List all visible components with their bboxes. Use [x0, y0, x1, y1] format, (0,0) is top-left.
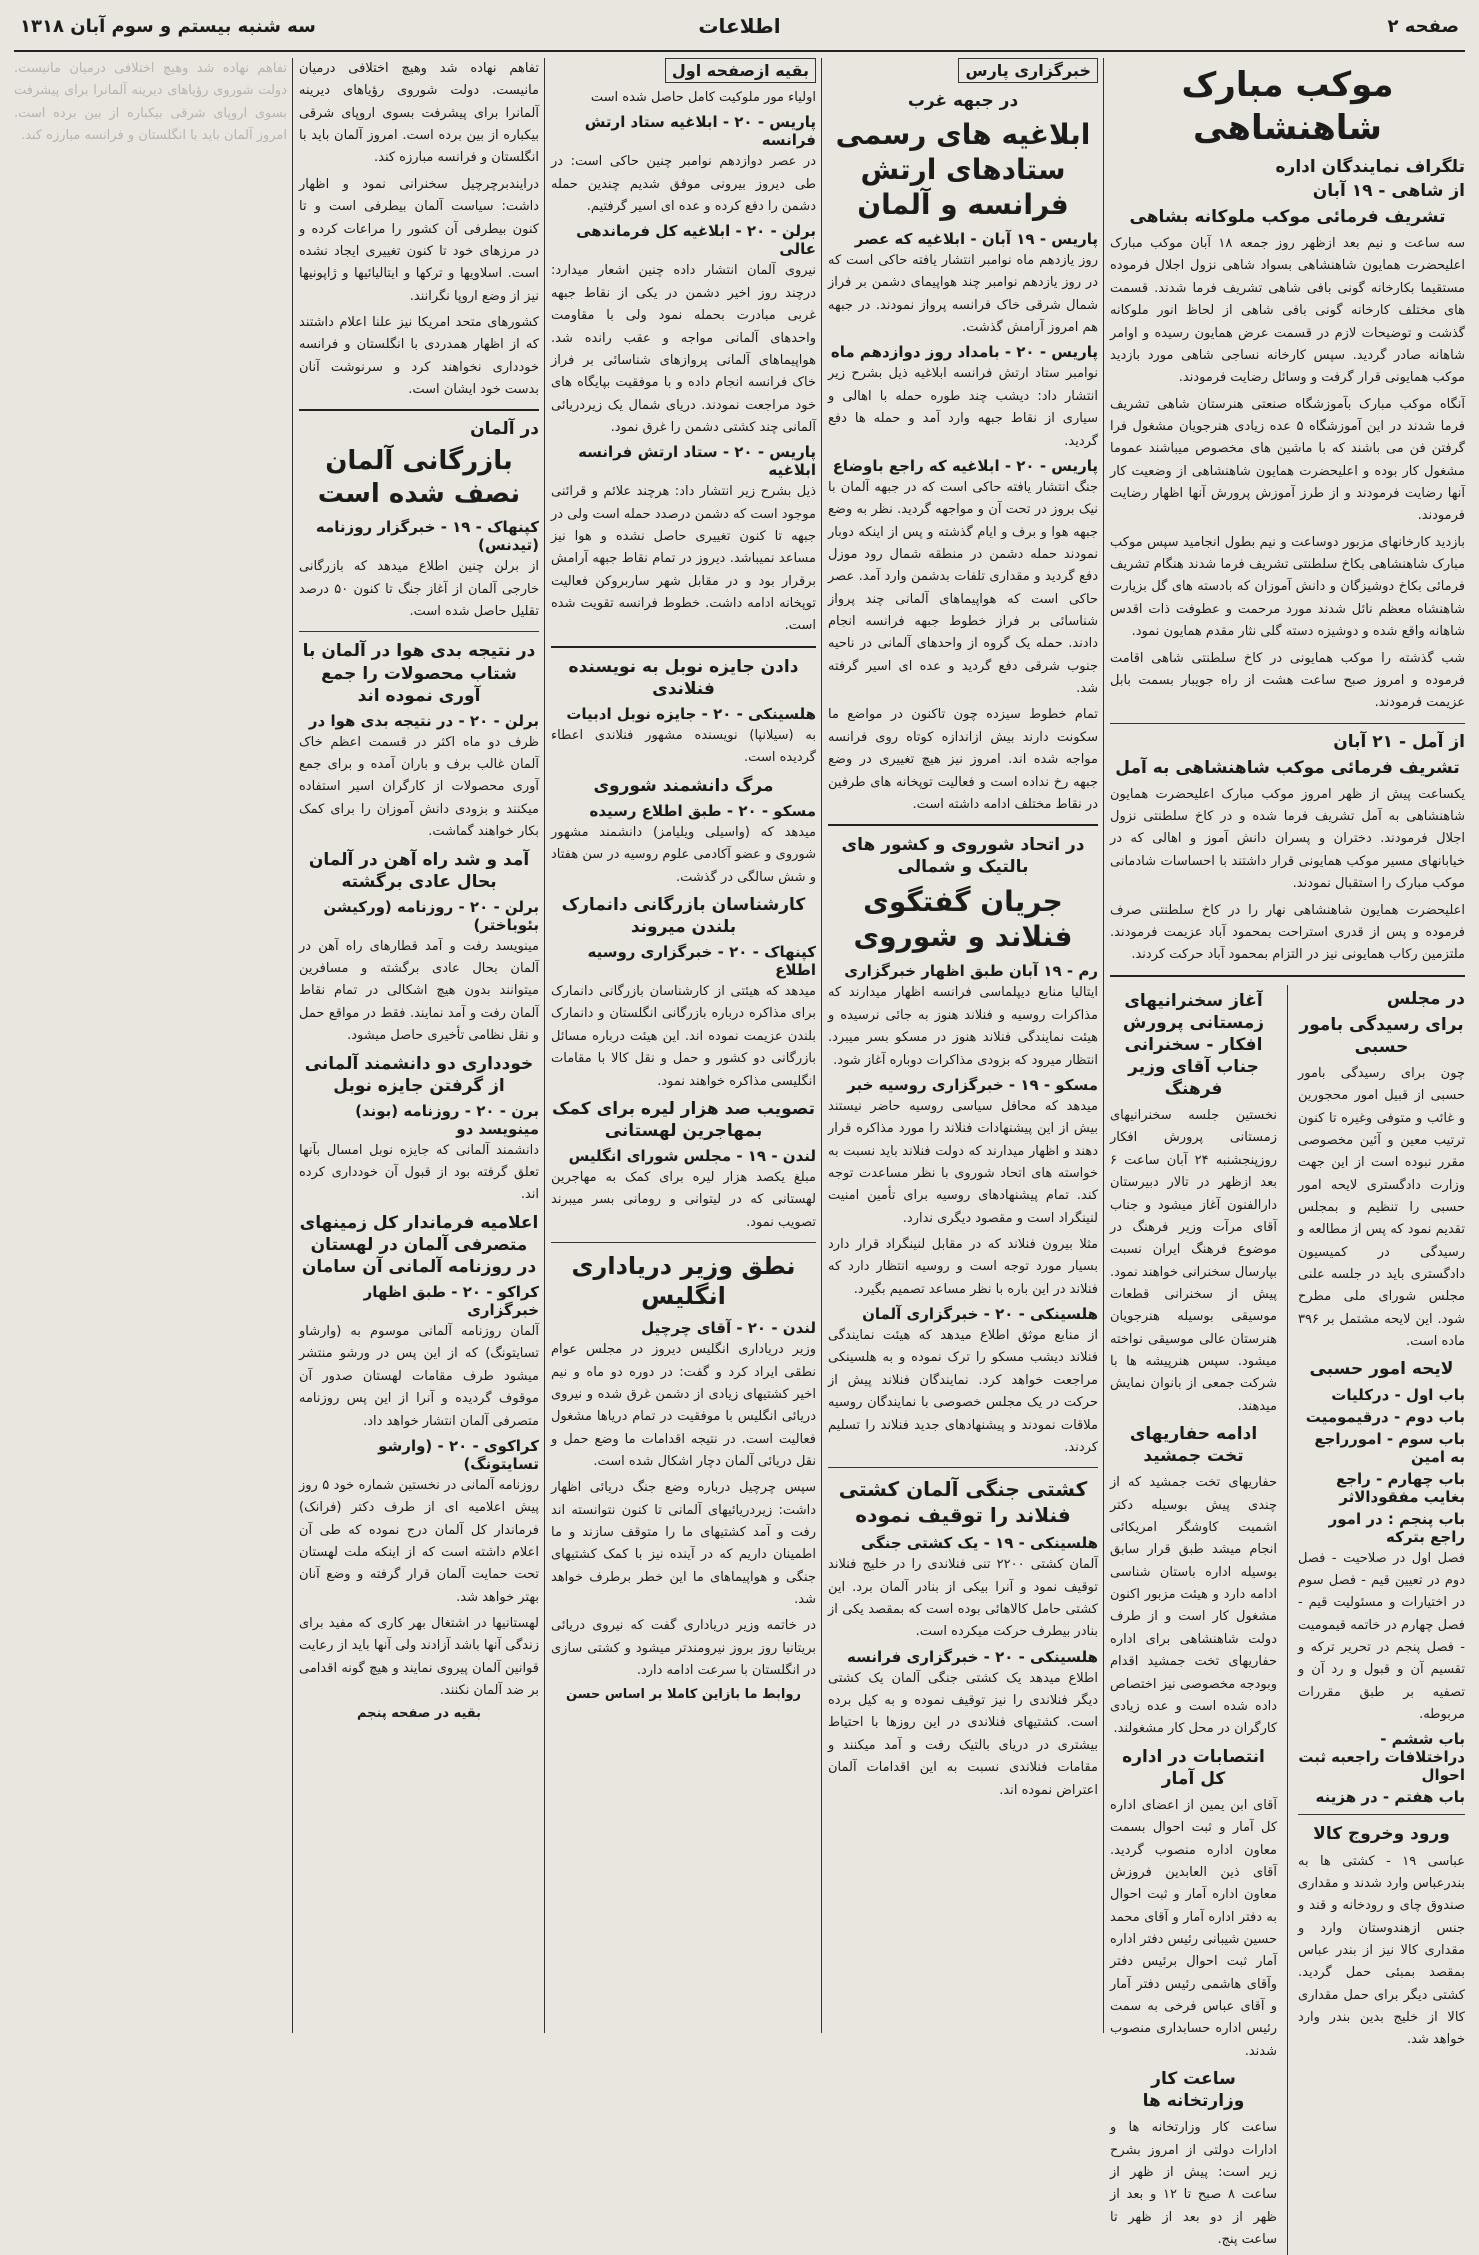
article-paragraph: نخستین جلسه سخنرانیهای زمستانی پرورش افکار روزپنجشنبه ۲۴ آبان ساعت ۶ بعد ازظهر در تالار دبیرستان دارالفنون آغاز میشود و جناب آقای مرآت وزیر فرهنگ در موضوع فرهنگ ایران نسبت بپارسال سخنرانی خواهند نمود. پیش از سخنرانی قطعات موسیقی بوسیله هنرجویان هنرستان عالی موسیقی نواخته میشود. سپس هنرپیشه ها با شرکت جمعی از بانوان نمایش میدهند. [1110, 1108, 1278, 1414]
headline-nobel-finnish: دادن جایزه نوبل به نویسنده فنلاندی [568, 656, 799, 699]
article-paragraph: تمام خطوط سیزده چون تاکنون در مواضع ما سکونت دارند بیش ازاندازه کوتاه روی فرانسه مواجه شده اند. امروز نیز هیچ تغییری در وضع جبهه رخ نداده است و فعالیت توپخانه های طرفین در نقاط مختلف ادامه داشته است. [828, 707, 1098, 812]
article-paragraph: ساعت کار وزارتخانه ها و ادارات دولتی از امروز بشرح زیر است: پیش از ظهر از ساعت ۸ صبح تا ۱۲ و بعد از ظهر از دو بعد از ظهر تا ساعت پنج. [1110, 2120, 1278, 2248]
bill-chapter: باب چهارم - راجع بغایب مفقودالاثر [1335, 1469, 1465, 1506]
agency-label: خبرگزاری پارس [958, 58, 1098, 83]
bill-chapter: باب ششم - دراختلافات راجعبه ثبت احوال [1298, 1730, 1465, 1785]
article-paragraph: روز یازدهم ماه نوامبر انتشار یافته حاکی است که در روز یازدهم نوامبر چند هواپیمای دشمن بر فراز شمال شرقی خاک فرانسه پرواز نمودند. در جبهه هم امروز آرامش گذشت. [828, 253, 1098, 336]
article-paragraph: یکساعت پیش از ظهر امروز موکب مبارک اعلیحضرت همایون شاهنشاهی به آمل تشریف فرما شده و در کاخ سلطنتی نزول اجلال فرمودند. دختران و پسران دانش آموز و اهالی که در خیابانهای مسیر موکب همایونی قرار داشتند با احساسات شادمانی موکب مبارک را استقبال نمودند. [1110, 786, 1465, 892]
dateline: برلن - ۲۰ - روزنامه (ورکیشن بئوباختر) [323, 897, 539, 934]
newspaper-name: اطلاعات [698, 14, 781, 38]
section-label-parliament: در مجلس [1386, 988, 1465, 1009]
article-paragraph: سپس چرچیل درباره وضع جنگ دریائی اظهار داشت: زیردریائیهای آلمانی تا کنون نتوانسته اند رفت و آمد کشتیهای ما را متوقف سازند و ما اطمینان داریم که در آینده نیز با کمک کشتیهای جنگی و هواپیماهای ما این خطر برطرف خواهد شد. [551, 1480, 816, 1608]
headline-ship-seized: کشتی جنگی آلمان کشتی فنلاند را توقیف نموده [838, 1477, 1088, 1528]
article-paragraph: ذیل بشرح زیر انتشار داد: هرچند علائم و قرائنی موجود است که دشمن درصدد حمله است ولی در جبهه تا کنون تغییری حاصل نشده و هوا نیز مساعد نمیباشد. دیروز در تمام نقاط جبهه آرامش برقرار بود و در مقابل شهر ساربروکن فعالیت توپخانه ادامه داشت. خطوط فرانسه تقویت شده است. [551, 484, 816, 634]
headline-guardianship: برای رسیدگی بامور حسبی [1299, 1014, 1464, 1057]
article-paragraph: بازدید کارخانهای مزبور دوساعت و نیم بطول انجامید سپس موکب مبارک شاهنشاهی بکاخ سلطنتی تشریف فرما شدند هنگام تشریف فرمائی بکاخ دوشیزگان و دانش آموزان که بادسته های گل بزیارت شاهنشاه معظم نائل شدند مورد مرحمت و عطوفت ذات اقدس شاهانه واقع شده و دوشیزه دسته گلی نثار مقدم همایون نمود. [1110, 534, 1465, 640]
page-number: صفحه ۲ [1387, 16, 1459, 37]
dateline: پاریس - ۲۰ - ابلاغیه ستاد ارتش فرانسه [584, 113, 816, 150]
article-paragraph: در عصر دوازدهم نوامبر چنین حاکی است: در طی دیروز بیرونی موفق شدیم چندین حمله دشمن را دفع کرده و عده ای اسیر گرفتیم. [551, 154, 816, 215]
column-rule [1287, 985, 1288, 2255]
article-paragraph: از منابع موثق اطلاع میدهد که هیئت نمایندگی فنلاند دیشب مسکو را ترک نموده و به هلسینکی مراجعت خواهد کرد. نمایندگان فنلاند پیش از حرکت در یک مجلس خصوصی با نمایندگان روسیه ملاقات نمودند و پیشنهادهای جدید فنلاند را تسلیم کردند. [828, 1328, 1098, 1455]
article-paragraph: آنگاه موکب مبارک بآموزشگاه صنعتی هنرستان شاهی تشریف فرما شدند در این آموزشگاه ۵ عده زیادی هنرجویان مشغول فرا گرفتن فن می باشند که با ماشین های مخصوص میباشند عموما مشغول کار بوده و اعلیحضرت همایون شاهنشاهی از وضعیت کار آنها رضایت فرمودند و از طرز آموزش پرورش آنها اظهار رضایت فرمودند. [1110, 396, 1465, 524]
article-paragraph: اعلیحضرت همایون شاهنشاهی نهار را در کاخ سلطنتی صرف فرموده و پس از قدری استراحت بمحمود آباد عزیمت فرمودند. ملتزمین رکاب همایونی نیز در التزام بمحمود آباد حرکت کردند. [1110, 902, 1465, 963]
article-paragraph: لهستانیها در اشتغال بهر کاری که مفید برای زندگی آنها باشد آزادند ولی آنها باید از رعایت قوانین آلمان پیروی نمایند و هیچ گونه اقدامی بر ضد آلمان نکنند. [299, 1616, 539, 1699]
column-rule [1103, 58, 1104, 2033]
column-royal-procession [1110, 58, 1465, 2248]
article-paragraph: آلمان روزنامه آلمانی موسوم به (وارشاو تسایتونگ) که از این پس در ورشو منتشر میشود طرف مقامات لهستان صدور آن موقوف گردیده و آنرا از این پس روزنامه متصرفی آلمان انتشار خواهد داد. [299, 1324, 539, 1429]
subhead-shahi: تشریف فرمائی موکب ملوکانه بشاهی [1129, 207, 1446, 227]
divider [551, 1242, 816, 1243]
article-paragraph: فصل اول در صلاحیت - فصل دوم در تعیین قیم - فصل سوم در اختیارات و مسئولیت قیم - فصل چهارم در خاتمه قیمومیت - فصل پنجم در تحریر ترکه و تقسیم آن و قبول و رد آن و تصفیه بر طبق مقررات مربوطه. [1297, 1550, 1465, 1723]
headline-railways: آمد و شد راه آهن در آلمان بحال عادی برگشته [308, 849, 530, 892]
article-paragraph: سه ساعت و نیم بعد ازظهر روز جمعه ۱۸ آبان موکب مبارک اعلیحضرت همایون شاهنشاهی بسواد شاهی نزول اجلال فرموده مستقیما بکارخانه گونی بافی شاهی تشریف فرما شدند. قسمت های مختلف کارخانه گونی بافی شاهی از لحاظ انور ملوکانه گذشت و توضیحات لازم در قسمت عرض همایون رسیده و اوامر شاهانه صادر گردید. سپس کارخانه نساجی شاهی مورد بازدید موکب همایونی قرار گرفت و وسائل رضایت فرمودند. [1110, 236, 1465, 386]
divider [299, 631, 539, 632]
headline-lectures: آغاز سخنرانیهای زمستانی پرورش افکار - سخنرانی جناب آقای وزیر فرهنگ [1122, 990, 1265, 1099]
parliament-section [1298, 985, 1465, 2255]
dateline: مسکو - ۲۰ - طبق اطلاع رسیده [589, 801, 816, 820]
article-paragraph: آلمان کشتی ۲۲۰۰ تنی فنلاندی را در خلیج فنلاند توقیف نمود و آنرا بیکی از بنادر آلمان برد. این کشتی حامل کالاهائی بوده است که بمقصد یکی از بنادر بیطرف حرکت میکرده است. [828, 1557, 1098, 1640]
article-paragraph: شب گذشته را موکب همایونی در کاخ سلطنتی شاهی اقامت فرموده و امروز صبح ساعت هشت از راه جویبار بسمت بابل عزیمت فرمودند. [1110, 650, 1465, 711]
dateline: پاریس - ۲۰ - بامداد روز دوازدهم ماه [830, 343, 1098, 362]
article-paragraph: از برلن چنین اطلاع میدهد که بازرگانی خارجی آلمان از آغاز جنگ تا کنون ۵۰ درصد تقلیل حاصل شده است. [299, 559, 539, 620]
dateline: لندن - ۱۹ - مجلس شورای انگلیس [568, 1147, 816, 1166]
culture-section [1110, 985, 1277, 2255]
column-continued [551, 58, 816, 2033]
dateline: کپنهاک - ۱۹ - خبرگزار روزنامه (تیدنس) [315, 518, 539, 555]
article-paragraph: به (سیلانپا) نویسنده مشهور فنلاندی اعطاء گردیده است. [551, 728, 816, 766]
dateline: کراکوی - ۲۰ - (وارشو تسایتونگ) [378, 1436, 539, 1473]
article-paragraph: عباسی ۱۹ - کشتی ها به بندرعباس وارد شدند و مقداری صندوق چای و رودخانه و قند و جنس ازهندوستان وارد و مقداری کالا نیز از بندر عباس بمقصد بمبئی حمل گردید. کشتی دیگر برای حمل مقداری کالا از خلیج بدین بندر وارد خواهد شد. [1297, 1853, 1465, 2048]
article-paragraph: نوامبر ستاد ارتش فرانسه ابلاغیه ذیل بشرح زیر انتشار داد: دیشب چند طوره حمله با اهالی و سیاری از نقاط جبهه وارد آمد و حمله ها دفع گردید. [828, 366, 1098, 449]
dateline: کپنهاک - ۲۰ - خبرگزاری روسیه اطلاع [587, 943, 816, 980]
dateline-shahi: از شاهی - ۱۹ آبان [1312, 181, 1465, 201]
article-paragraph: ظرف دو ماه اکثر در قسمت اعظم خاک آلمان غالب برف و باران آمده و برای جمع آوری محصولات از کارگران اسیر استفاده میکنند و بزودی دانش آموزان را برای کمک بکار خواهند گماشت. [299, 734, 539, 840]
headline-governor-announcement: اعلامیه فرماندار کل زمینهای متصرفی آلمان در لهستان در روزنامه آلمانی آن سامان [299, 1212, 539, 1277]
continued-label: بقیه ازصفحه اول [665, 58, 816, 83]
dateline: پاریس - ۲۰ - ستاد ارتش فرانسه ابلاغیه [578, 443, 816, 480]
dateline: مسکو - ۱۹ - خبرگزاری روسیه خبر [847, 1075, 1098, 1094]
article-paragraph: میدهد که هیئتی از کارشناسان بازرگانی دانمارک برای مذاکره درباره بازرگانی انگلستان و دانمارک بلندن عزیمت نموده اند. این هیئت درباره مسائل بازرگانی دو کشور و حمل و نقل کالا با مقامات انگلیسی مذاکره خواهند نمود. [551, 984, 816, 1089]
section-label-western-front: در جبهه غرب [907, 91, 1019, 111]
bill-chapter: باب هفتم - در هزینه [1315, 1788, 1465, 1807]
dateline: برلن - ۲۰ - در نتیجه بدی هوا در [308, 711, 539, 730]
headline-danish-experts: کارشناسان بازرگانی دانمارک بلندن میروند [561, 894, 806, 937]
divider [299, 409, 539, 411]
dateline: هلسینکی - ۱۹ - یک کشتی جنگی [860, 1534, 1098, 1553]
article-paragraph: چون برای رسیدگی بامور حسبی از قبیل امور محجورین و غائب و متوفی وغیره تا کنون ترتیب معین و آئین مخصوصی مقرر نبوده است از این جهت وزارت دادگستری لایحه امور حسبی را تنظیم و بمجلس تقدیم نمود که پس از مطالعه و رسیدگی در کمیسیون دادگستری باید در جلسه علنی مجلس شورای ملی مطرح شود. این لایحه مشتمل بر ۳۹۶ ماده است. [1297, 1065, 1465, 1350]
headline-appointments: انتصابات در اداره کل آمار [1122, 1746, 1265, 1789]
headline-finland-talks: جریان گفتگوی فنلاند و شوروی [853, 885, 1073, 954]
headline-trade: ورود وخروج کالا [1313, 1824, 1450, 1845]
bill-chapter: باب اول - درکلیات [1331, 1385, 1465, 1404]
section-label-soviet-baltic: در اتحاد شوروی و کشور های بالتیک و شمالی [841, 835, 1085, 878]
article-paragraph: دانشمند آلمانی که جایزه نوبل امسال بآنها تعلق گرفته بود از قبول آن خودداری کرده اند. [299, 1142, 539, 1203]
headline-nobel-refusal: خودداری دو دانشمند آلمانی از گرفتن جایزه نوبل [304, 1053, 534, 1096]
bill-title: لایحه امور حسبی [1309, 1359, 1454, 1380]
column-rule [821, 58, 822, 2033]
article-paragraph: جنگ انتشار یافته حاکی است که در جبهه آلمان با نیک بروز در تحت آن و مواجهه گردید. نظر به وضع جبهه هوا و برف و ایام گذشته و پس از اینکه دوبار نمودند حمله دشمن در منطقه شمال رود موزل دفع گردید و مقداری تلفات بدشمن وارد آمد. عصر حاکی است که هواپیماهای آلمانی چند پرواز شناسائی بر فراز خطوط جبهه فرانسه انجام دادند. حمله یک گروه از واحدهای آلمانی در ناحیه جنوب شرقی دفع گردید و عده ای اسیر گرفته شد. [828, 479, 1098, 697]
dateline: کراکو - ۲۰ - طبق اظهار خبرگزاری [363, 1283, 539, 1320]
masthead [14, 10, 1465, 52]
article-paragraph: اولیاء مور ملوکیت کامل حاصل شده است [590, 90, 816, 105]
article-paragraph: آقای ابن یمین از اعضای اداره کل آمار و ثبت احوال بسمت معاون اداره منصوب گردید. آقای ذین العابدین فروزش معاون اداره آمار و ثبت احوال به دفتر اداره آمار و آقای محمد حسین شیبانی رئیس دفتر اداره آمار ثبت احوال برئیس دفتر وآقای هاشمی رئیس دفتر آمار و آقای عباس فرخی به سمت رئیس اداره حسابداری منصوب شدند. [1110, 1797, 1278, 2059]
dateline: هلسینکی - ۲۰ - جایزه نوبل ادبیات [566, 705, 816, 724]
article-paragraph: درایندبرچرچیل سخنرانی نمود و اظهار داشت: سیاست آلمان بیطرفی است و تا کنون بیطرفی آن کشور را مراعات کرده و در مرزهای خود تا کنون تغییری ایجاد نشده است. اسلاویها و ترکها و ایتالیائیها و ژاپونیها نیز از وضع اروپا نگرانند. [299, 176, 539, 304]
article-paragraph: میدهد که (واسیلی ویلیامز) دانشمند مشهور شوروی و عضو آکادمی علوم روسیه در سن هفتاد و شش سالگی در گذشت. [551, 824, 816, 885]
headline-soviet-scientist: مرگ دانشمند شوروی [593, 775, 774, 796]
headline-harvest: در نتیجه بدی هوا در آلمان با شتاب محصولات را جمع آوری نموده اند [302, 641, 536, 706]
column-footer: روابط ما بازاین کاملا بر اساس حسن [566, 1686, 801, 1702]
dateline: لندن - ۲۰ - آقای چرچیل [641, 1319, 816, 1338]
bill-chapter: باب پنجم : در امور راجع بترکه [1328, 1509, 1465, 1546]
dateline-amol: از آمل - ۲۱ آبان [1333, 731, 1465, 752]
article-paragraph: در خاتمه وزیر دریاداری گفت که نیروی دریائی بریتانیا روز بروز نیرومندتر میشود و کشتی سازی در انگلستان با سرعت ادامه دارد. [551, 1618, 816, 1679]
divider [1298, 1814, 1465, 1815]
article-paragraph: میدهد که محافل سیاسی روسیه حاضر نیستند بیش از این پیشنهادات فنلاند را مورد مذاکره قرار دهند و اظهار میدارند که دولت فنلاند باید نسبت به خواسته های اتحاد شوروی با نظر مساعدت توجه کند. تمام پیشنهادهای روسیه برای تأمین امنیت لنینگراد است و مقصود دیگری ندارد. [828, 1098, 1098, 1226]
dateline: پاریس - ۲۰ - ابلاغیه که راجع باوضاع [832, 456, 1098, 475]
column-germany [299, 58, 539, 2033]
dateline: رم - ۱۹ آبان طبق اظهار خبرگزاری [844, 962, 1098, 981]
column-left-faded [14, 58, 287, 2033]
article-paragraph: روزنامه آلمانی در نخستین شماره خود ۵ روز پیش اعلامیه ای از طرف دکتر (فرانک) فرماندار کل آلمان درج نموده که طی آن اعلام داشته است که از اینکه ملت لهستان تحت حمایت آلمان قرار گرفته و وضع آنان بهتر خواهد شد. [299, 1477, 539, 1605]
headline-polish-refugees: تصویب صد هزار لیره برای کمک بمهاجرین لهستانی [552, 1098, 815, 1141]
newspaper-page [14, 10, 1465, 2248]
divider [828, 824, 1098, 826]
section-label-germany: در آلمان [470, 419, 539, 440]
headline-royal-procession: موکب مبارک شاهنشاهی [1181, 65, 1394, 148]
column-western-front [828, 58, 1098, 2033]
byline: تلگراف نمایندگان اداره [1275, 157, 1465, 177]
article-paragraph: مبلغ یکصد هزار لیره برای کمک به مهاجرین لهستانی که در لیتوانی و رومانی بسر میبرند تصویب نمود. [551, 1170, 816, 1230]
headline-communiques: ابلاغیه های رسمی ستادهای ارتش فرانسه و آلمان [835, 118, 1091, 221]
article-paragraph: وزیر دریاداری انگلیس دیروز در مجلس عوام نطقی ایراد کرد و گفت: در دوره دو ماه و نیم اخیر کشتیهای زیادی از دشمن غرق شده و نیروی دریائی انگلیس با موفقیت در تمام دریاها مشغول فعالیت است. در نتیجه اقدامات ما وضع حمل و نقل دریائی آلمان دچار اشکال شده است. [551, 1342, 816, 1469]
column-rule [544, 58, 545, 2033]
article-paragraph: مینویسد رفت و آمد قطارهای راه آهن در آلمان بحال عادی برگشته و مسافرین میتوانند بدون هیچ اشکالی در تمام نقاط آلمان رفت و آمد نمایند. فقط در مواقع حمل و نقل نظامی تأخیری حاصل میشود. [299, 938, 539, 1044]
article-paragraph: ایتالیا منابع دیپلماسی فرانسه اظهار میدارند که مذاکرات روسیه و فنلاند هنوز به جائی نرسیده و هیئت نمایندگی فنلاند هنوز در مسکو بسر میبرد. انتظار میرود که بزودی مذاکرات دوباره آغاز شود. [828, 985, 1098, 1068]
continued-on-page-five: بقیه در صفحه پنجم [356, 1706, 482, 1722]
divider [1110, 723, 1465, 724]
divider [551, 646, 816, 648]
headline-persepolis: ادامه حفاریهای تخت جمشید [1129, 1424, 1258, 1467]
dateline: برلن - ۲۰ - ابلاغیه کل فرماندهی عالی [576, 222, 816, 259]
article-paragraph: تفاهم نهاده شد وهیچ اختلافی درمیان مانیست. دولت شوروی رؤیاهای دیرینه آلمانرا برای پیشرفت بسوی اروپای شرقی بیکباره از بین برده است. امروز آلمان باید با انگلستان و فرانسه مبارزه کند. [299, 61, 539, 166]
dateline: پاریس - ۱۹ آبان - ابلاغیه که عصر [854, 230, 1098, 248]
column-rule [292, 58, 293, 2033]
dateline: برن - ۲۰ - روزنامه (بوند) مینویسد دو [355, 1101, 539, 1138]
subhead-amol: تشریف فرمائی موکب شاهنشاهی به آمل [1115, 757, 1460, 778]
article-paragraph: اطلاع میدهد یک کشتی جنگی آلمان یک کشتی دیگر فنلاندی را نیز توقیف نموده و به کیل برده است. کشتیهای فنلاندی در این روزها با احتیاط بیشتری در دریای بالتیک رفت و آمد میکنند و مقامات فنلاندی نسبت به این اقدامات آلمان اعتراض نموده اند. [828, 1670, 1098, 1798]
article-paragraph: مثلا بیرون فنلاند که در مقابل لنینگراد قرار دارد بسیار مورد توجه است و روسیه انتظار دارد که فنلاند در این باره با نظر مساعد تصمیم بگیرد. [828, 1237, 1098, 1297]
headline-navy-minister: نطق وزیر دریاداری انگلیس [571, 1252, 796, 1311]
dateline: هلسینکی - ۲۰ - خبرگزاری فرانسه [847, 1647, 1098, 1666]
issue-date: سه شنبه بیستم و سوم آبان ۱۳۱۸ [20, 16, 316, 37]
dateline: هلسینکی - ۲۰ - خبرگزاری آلمان [862, 1305, 1098, 1324]
headline-office-hours: ساعت کار وزارتخانه ها [1142, 2069, 1245, 2112]
article-paragraph: کشورهای متحد امریکا نیز علنا اعلام داشتند که از اظهار همدردی با انگلستان و فرانسه خودداری نخواهند کرد و سرنوشت آنان بدست خود ایشان است. [299, 314, 539, 398]
article-paragraph: حفاریهای تخت جمشید که از چندی پیش بوسیله دکتر اشمیت کاوشگر امریکائی انجام میشد طبق قرار سابق بوسیله اداره باستان شناسی ادامه دارد و هیئت مزبور اکنون مشغول کار است و از طرف دولت شاهنشاهی برای اداره حفاریهای تخت جمشید اقدام وبودجه مخصوصی نیز اختصاص داده شده است و عده زیادی کارگران در محل کار مشغولند. [1110, 1475, 1278, 1737]
article-paragraph: تفاهم نهاده شد وهیچ اختلافی درمیان مانیست. دولت شوروی رؤیاهای دیرینه آلمانرا برای پیشرفت بسوی اروپای شرقی بیکباره از بین برده است. امروز آلمان باید با انگلستان و فرانسه مبارزه کند. [14, 61, 287, 144]
bill-chapter: باب سوم - امورراجع به امین [1314, 1429, 1465, 1466]
bill-chapter: باب دوم - درقیمومیت [1305, 1407, 1465, 1426]
article-paragraph: نیروی آلمان انتشار داده چنین اشعار میدارد: درچند روز اخیر دشمن در یکی از نقاط جبهه غربی مبادرت بحمله نمود ولی با مقاومت واحدهای آلمانی مواجه و عقب رانده شد. هواپیماهای آلمانی پروازهای شناسائی بر فراز خاک فرانسه انجام داده و با موفقیت بپایگاه های خود مراجعت نمودند. دریای شمال یک زیردریائی آلمانی چند کشتی دشمن را غرق نمود. [551, 263, 816, 435]
divider [828, 1467, 1098, 1468]
lower-split [1110, 985, 1465, 2255]
divider [1110, 975, 1465, 977]
headline-german-trade: بازرگانی آلمان نصف شده است [317, 446, 521, 509]
